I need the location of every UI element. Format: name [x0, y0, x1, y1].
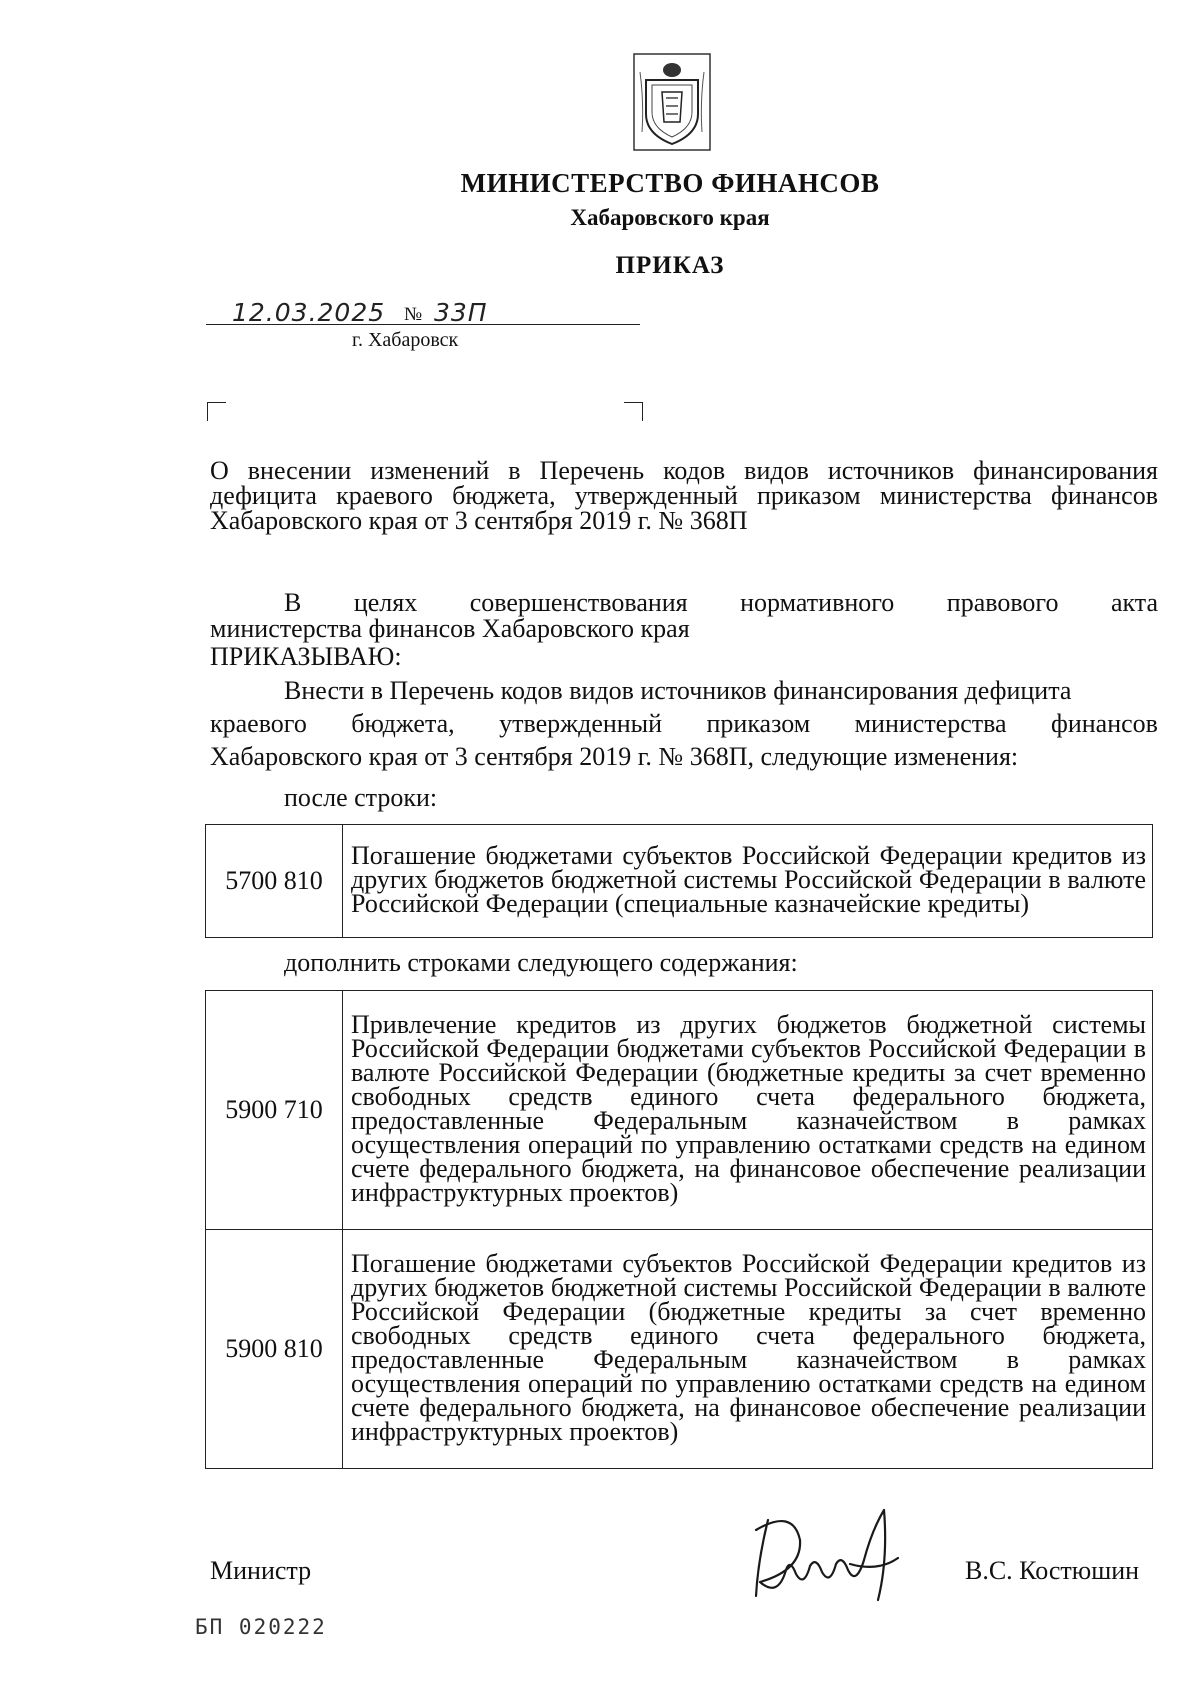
- document-type: ПРИКАЗ: [615, 252, 725, 279]
- order-number: 33П: [434, 298, 488, 327]
- existing-row-table: [205, 824, 1153, 938]
- signatory-position: Министр: [210, 1556, 312, 1585]
- purpose-word: акта: [1110, 588, 1158, 617]
- ministry-name: МИНИСТЕРСТВО ФИНАНСОВ: [460, 168, 880, 198]
- new-rows-table: [205, 990, 1153, 1469]
- signatory-name: В.С. Костюшин: [965, 1556, 1140, 1585]
- document-title: О внесении изменений в Перечень кодов видов источников финансирования дефицита краевого бюджета, утвержденный приказом министерства финансов Хабаровского края от 3 сентября 2019 г. № 368П: [210, 456, 1158, 535]
- row-code: 5900 710: [206, 991, 343, 1230]
- purpose-word: целях: [353, 588, 418, 617]
- purpose-word: совершенствования: [469, 588, 688, 617]
- instruction-word: финансов: [1051, 709, 1158, 738]
- instruction-paragraph: [210, 674, 1158, 773]
- purpose-word: правового: [946, 588, 1059, 617]
- row-description: Погашение бюджетами субъектов Российской Федерации кредитов из других бюджетов бюджетной системы Российской Федерации в валюте Российской Федерации (специальные казначейские кредиты): [343, 825, 1153, 938]
- purpose-word: В: [284, 588, 302, 617]
- row-code: 5700 810: [206, 825, 343, 938]
- row-description: Привлечение кредитов из других бюджетов бюджетной системы Российской Федерации бюджетами субъектов Российской Федерации в валюте Российской Федерации (бюджетные кредиты за счет временно свободных средств единого счета федерального бюджета, предоставленные Федеральным казначейством в рамках осуществления операций по управлению остатками средств на едином счете федерального бюджета, на финансовое обеспечение реализации инфраструктурных проектов): [343, 991, 1153, 1230]
- instruction-word: министерства: [854, 709, 1007, 738]
- order-date: 12.03.2025: [232, 298, 386, 327]
- corner-mark-left: [207, 402, 226, 421]
- after-row-label: после строки:: [284, 783, 438, 812]
- add-rows-label: дополнить строками следующего содержания:: [284, 948, 798, 977]
- purpose-paragraph: [210, 588, 1158, 644]
- instruction-word: утвержденный: [499, 709, 663, 738]
- instruction-word: приказом: [706, 709, 811, 738]
- order-number-label: №: [404, 304, 423, 325]
- handwritten-signature-icon: [738, 1500, 918, 1610]
- row-description: Погашение бюджетами субъектов Российской Федерации кредитов из других бюджетов бюджетной системы Российской Федерации в валюте Российской Федерации (бюджетные кредиты за счет временно свободных средств единого счета федерального бюджета, предоставленные Федеральным казначейством в рамках осуществления операций по управлению остатками средств на едином счете федерального бюджета, на финансовое обеспечение реализации инфраструктурных проектов): [343, 1230, 1153, 1469]
- region-name: Хабаровского края: [570, 205, 770, 230]
- instruction-word: бюджета,: [351, 709, 455, 738]
- order-word: ПРИКАЗЫВАЮ:: [210, 642, 402, 671]
- purpose-word: нормативного: [740, 588, 895, 617]
- order-city: г. Хабаровск: [352, 329, 459, 351]
- table-row: [206, 991, 1153, 1230]
- corner-mark-right: [624, 402, 643, 421]
- purpose-line-2: министерства финансов Хабаровского края: [210, 614, 690, 643]
- instruction-line-3: Хабаровского края от 3 сентября 2019 г. № 368П, следующие изменения:: [210, 742, 1019, 771]
- footer-code: БП 020222: [195, 1615, 327, 1639]
- table-row: [206, 1230, 1153, 1469]
- table-row: [206, 825, 1153, 938]
- row-code: 5900 810: [206, 1230, 343, 1469]
- instruction-line-1: Внести в Перечень кодов видов источников финансирования дефицита: [284, 676, 1072, 705]
- coat-of-arms-icon: [632, 52, 712, 152]
- instruction-word: краевого: [210, 709, 307, 738]
